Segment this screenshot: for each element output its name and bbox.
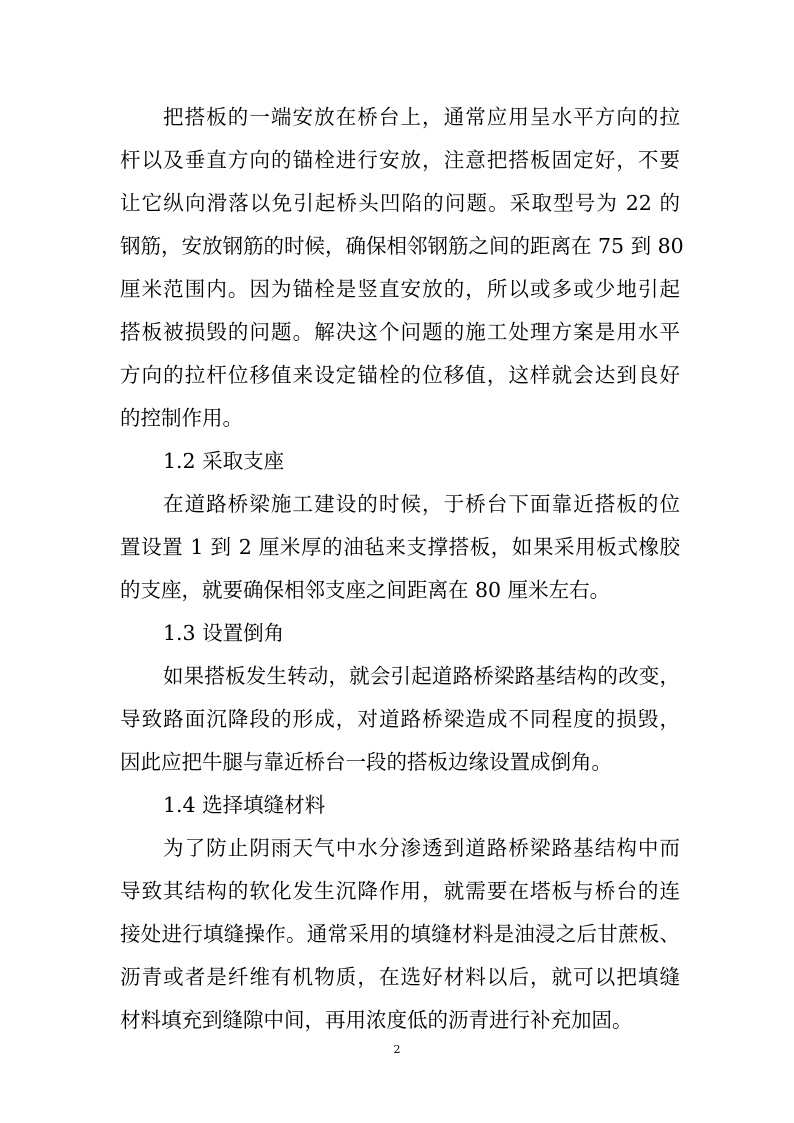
text-line: 搭板被损毁的问题。解决这个问题的施工处理方案是用水平 <box>120 320 680 344</box>
text-line: 导致路面沉降段的形成，对道路桥梁造成不同程度的损毁， <box>120 707 680 731</box>
text-line: 导致其结构的软化发生沉降作用，就需要在塔板与桥台的连 <box>120 879 680 903</box>
text-line: 让它纵向滑落以免引起桥头凹陷的问题。采取型号为 22 的 <box>120 191 680 215</box>
text-line: 在道路桥梁施工建设的时候，于桥台下面靠近搭板的位 <box>163 492 680 516</box>
text-line: 钢筋，安放钢筋的时候，确保相邻钢筋之间的距离在 75 到 80 <box>120 234 684 258</box>
text-line: 如果搭板发生转动，就会引起道路桥梁路基结构的改变， <box>163 664 680 688</box>
text-line: 方向的拉杆位移值来设定锚栓的位移值，这样就会达到良好 <box>120 363 680 387</box>
section-heading: 1.3 设置倒角 <box>163 621 285 645</box>
text-line: 置设置 1 到 2 厘米厚的油毡来支撑搭板，如果采用板式橡胶 <box>120 535 680 559</box>
section-heading: 1.4 选择填缝材料 <box>163 793 326 817</box>
text-line: 厘米范围内。因为锚栓是竖直安放的，所以或多或少地引起 <box>120 277 680 301</box>
section-heading: 1.2 采取支座 <box>163 449 285 473</box>
text-line: 因此应把牛腿与靠近桥台一段的搭板边缘设置成倒角。 <box>120 750 612 774</box>
text-line: 沥青或者是纤维有机物质，在选好材料以后，就可以把填缝 <box>120 965 680 989</box>
text-line: 材料填充到缝隙中间，再用浓度低的沥青进行补充加固。 <box>120 1008 633 1032</box>
text-line: 把搭板的一端安放在桥台上，通常应用呈水平方向的拉 <box>163 105 680 129</box>
text-line: 的控制作用。 <box>120 406 243 430</box>
text-line: 接处进行填缝操作。通常采用的填缝材料是油浸之后甘蔗板、 <box>120 922 680 946</box>
page-number: 2 <box>393 1043 401 1056</box>
text-line: 的支座，就要确保相邻支座之间距离在 80 厘米左右。 <box>120 578 611 602</box>
text-line: 为了防止阴雨天气中水分渗透到道路桥梁路基结构中而 <box>163 836 680 860</box>
text-line: 杆以及垂直方向的锚栓进行安放，注意把搭板固定好，不要 <box>120 148 680 172</box>
